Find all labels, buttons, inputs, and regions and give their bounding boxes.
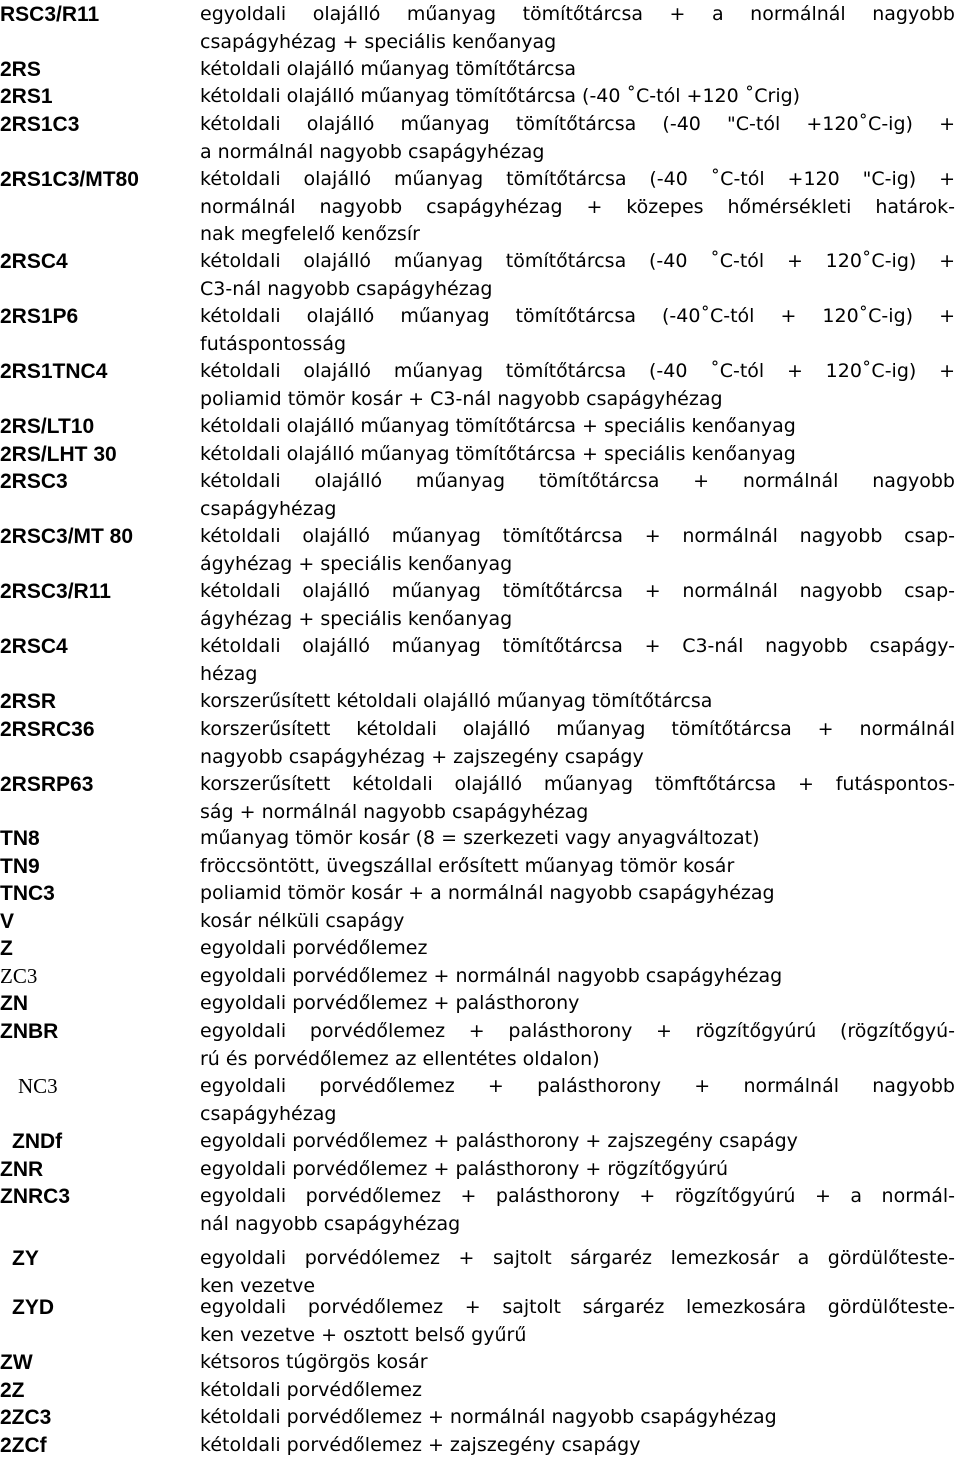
abbreviation-description xyxy=(200,880,955,908)
abbreviation-code: 2RSRC36 xyxy=(0,718,95,741)
abbreviation-code: ZN xyxy=(0,992,28,1015)
abbreviation-code: ZYD xyxy=(12,1296,54,1319)
description-line: csapágyhézag + speciális kenőanyag xyxy=(200,30,557,53)
description-line: kosár nélküli csapágy xyxy=(200,910,405,932)
description-line: poliamid tömör kosár + C3-nál nagyobb csapágyhézag xyxy=(200,387,723,410)
abbreviation-code: Z xyxy=(0,937,13,960)
abbreviation-description xyxy=(200,578,955,633)
abbreviation-description xyxy=(200,358,955,413)
abbreviation-code: 2RSRP63 xyxy=(0,773,94,796)
description-line: fröccsöntött, üvegszállal erősített műanyag tömör kosár xyxy=(200,855,735,877)
abbreviation-code: ZW xyxy=(0,1351,33,1374)
description-line: kétsoros túgörgös kosár xyxy=(200,1351,428,1373)
description-line: kétoldali olajálló műanyag tömítőtárcsa + speciális kenőanyag xyxy=(200,443,796,465)
abbreviation-description xyxy=(200,1073,955,1128)
abbreviation-description xyxy=(200,908,955,936)
abbreviation-description xyxy=(200,1294,955,1349)
description-line: nak megfelelő kenőzsír xyxy=(200,223,420,245)
description-line: kétoldali olajálló műanyag tömítőtárcsa + C3-nál nagyobb csapágy- xyxy=(200,635,955,657)
abbreviation-description xyxy=(200,413,955,441)
description-line: futáspontosság xyxy=(200,332,347,355)
abbreviation-code: ZNBR xyxy=(0,1020,59,1043)
abbreviation-code: ZC3 xyxy=(0,964,38,988)
abbreviation-code: 2RS1 xyxy=(0,85,53,108)
description-line: ság + normálnál nagyobb csapágyhézag xyxy=(200,800,589,823)
abbreviation-code: 2RS1TNC4 xyxy=(0,360,108,383)
abbreviation-code: 2RS1P6 xyxy=(0,305,79,328)
abbreviation-code: 2RS/LT10 xyxy=(0,415,95,438)
description-line: egyoldali porvédólemez + sajtolt sárgaréz lemezkosár a gördülőteste- xyxy=(200,1247,955,1269)
abbreviation-description xyxy=(200,441,955,469)
description-line: műanyag tömör kosár (8 = szerkezeti vagy anyagváltozat) xyxy=(200,827,760,849)
abbreviation-code: NC3 xyxy=(18,1074,58,1098)
abbreviation-code: 2RS1C3/MT80 xyxy=(0,168,139,191)
description-line: kétoldali porvédőlemez xyxy=(200,1379,422,1401)
abbreviation-description xyxy=(200,633,955,688)
description-line: kétoldali olajálló műanyag tömítőtárcsa (-40 ˚C-tól + 120˚C-ig) + xyxy=(200,250,955,272)
abbreviation-description xyxy=(200,963,955,991)
description-line: korszerűsített kétoldali olajálló műanyag tömítőtárcsa + normálnál xyxy=(200,718,955,740)
description-line: egyoldali porvédőlemez + palásthorony + normálnál nagyobb xyxy=(200,1075,955,1097)
abbreviation-code: 2RSC4 xyxy=(0,635,68,658)
abbreviation-description xyxy=(200,1245,955,1300)
abbreviation-code: 2ZC3 xyxy=(0,1406,52,1429)
description-line: kétoldali olajálló műanyag tömítőtárcsa xyxy=(200,58,576,80)
abbreviation-description xyxy=(200,166,955,249)
abbreviation-description xyxy=(200,990,955,1018)
description-line: egyoldali porvédőlemez + normálnál nagyobb csapágyhézag xyxy=(200,965,783,987)
abbreviation-description xyxy=(200,935,955,963)
abbreviation-code: V xyxy=(0,910,15,933)
description-line: kétoldali olajálló műanyag tömítőtárcsa (-40 ˚C-tól +120 "C-ig) + xyxy=(200,168,955,190)
description-line: ágyhézag + speciális kenőanyag xyxy=(200,552,513,575)
description-line: kétoldali olajálló műanyag tömítőtárcsa (-40˚C-tól + 120˚C-ig) + xyxy=(200,305,955,327)
abbreviation-description xyxy=(200,468,955,523)
description-line: egyoldali porvédőlemez + palásthorony + rögzítőgyúrú xyxy=(200,1158,729,1180)
abbreviation-description xyxy=(200,688,955,716)
abbreviation-code: 2RS xyxy=(0,58,41,81)
abbreviation-description xyxy=(200,771,955,826)
abbreviation-description xyxy=(200,716,955,771)
abbreviation-code: TNC3 xyxy=(0,882,55,905)
description-line: hézag xyxy=(200,662,258,685)
abbreviation-code: ZNR xyxy=(0,1158,44,1181)
abbreviation-description xyxy=(200,248,955,303)
abbreviation-code: 2RS1C3 xyxy=(0,113,80,136)
description-line: ken vezetve + osztott belső gyűrű xyxy=(200,1323,527,1346)
abbreviation-description xyxy=(200,853,955,881)
abbreviation-code: ZNDf xyxy=(12,1130,63,1153)
description-line: normálnál nagyobb csapágyhézag + közepes hőmérsékleti határok- xyxy=(200,195,955,218)
abbreviation-description xyxy=(200,56,955,84)
abbreviation-description xyxy=(200,303,955,358)
description-line: egyoldali porvédőlemez xyxy=(200,937,428,959)
abbreviation-description xyxy=(200,825,955,853)
description-line: ágyhézag + speciális kenőanyag xyxy=(200,607,513,630)
abbreviation-code: ZY xyxy=(12,1247,39,1270)
description-line: egyoldali porvédőlemez + palásthorony + zajszegény csapágy xyxy=(200,1130,798,1152)
abbreviation-code: 2RSR xyxy=(0,690,57,713)
abbreviation-code: 2RSC3/R11 xyxy=(0,580,111,603)
description-line: nagyobb csapágyhézag + zajszegény csapágy xyxy=(200,745,644,768)
abbreviation-description xyxy=(200,1183,955,1238)
description-line: poliamid tömör kosár + a normálnál nagyobb csapágyhézag xyxy=(200,882,775,904)
description-line: rú és porvédőlemez az ellentétes oldalon) xyxy=(200,1047,600,1070)
abbreviation-description xyxy=(200,523,955,578)
description-line: a normálnál nagyobb csapágyhézag xyxy=(200,140,545,163)
description-line: egyoldali porvédőlemez + palásthorony + rögzítőgyúrú (rögzítőgyú- xyxy=(200,1020,955,1042)
abbreviation-code: 2RS/LHT 30 xyxy=(0,443,117,466)
abbreviation-description xyxy=(200,1377,955,1405)
abbreviation-description xyxy=(200,1128,955,1156)
abbreviation-description xyxy=(200,1432,955,1460)
abbreviation-code: 2Z xyxy=(0,1379,25,1402)
description-line: kétoldali porvédőlemez + zajszegény csapágy xyxy=(200,1434,641,1456)
description-line: csapágyhézag xyxy=(200,1102,337,1125)
description-line: kétoldali olajálló műanyag tömítőtárcsa (-40 ˚C-tól +120 ˚Crig) xyxy=(200,85,801,107)
description-line: kétoldali olajálló műanyag tömítőtárcsa + normálnál nagyobb csap- xyxy=(200,525,955,547)
description-line: kétoldali olajálló műanyag tömítőtárcsa (-40 ˚C-tól + 120˚C-ig) + xyxy=(200,360,955,382)
abbreviation-description xyxy=(200,1349,955,1377)
description-line: csapágyhézag xyxy=(200,497,337,520)
description-line: kétoldali olajálló műanyag tömítőtárcsa + normálnál nagyobb csap- xyxy=(200,580,955,602)
abbreviation-code: TN9 xyxy=(0,855,40,878)
abbreviation-description xyxy=(200,1,955,56)
description-line: kétoldali porvédőlemez + normálnál nagyobb csapágyhézag xyxy=(200,1406,777,1428)
abbreviation-code: RSC3/R11 xyxy=(0,3,100,26)
description-line: nál nagyobb csapágyhézag xyxy=(200,1212,461,1235)
abbreviation-description xyxy=(200,111,955,166)
abbreviation-code: 2RSC4 xyxy=(0,250,68,273)
description-line: korszerűsített kétoldali olajálló műanyag tömítőtárcsa xyxy=(200,690,713,712)
abbreviation-code: ZNRC3 xyxy=(0,1185,71,1208)
abbreviation-code: 2RSC3/MT 80 xyxy=(0,525,134,548)
abbreviation-code: 2RSC3 xyxy=(0,470,68,493)
description-line: ken vezetve xyxy=(200,1274,316,1297)
description-line: korszerűsített kétoldali olajálló műanyag tömftőtárcsa + futáspontos- xyxy=(200,773,955,795)
description-line: egyoldali porvédőlemez + sajtolt sárgaréz lemezkosára gördülőteste- xyxy=(200,1296,955,1318)
abbreviation-description xyxy=(200,1404,955,1432)
abbreviation-description xyxy=(200,1018,955,1073)
abbreviation-code: 2ZCf xyxy=(0,1434,47,1457)
abbreviation-code: TN8 xyxy=(0,827,40,850)
description-line: kétoldali olajálló műanyag tömítőtárcsa + normálnál nagyobb xyxy=(200,470,955,492)
abbreviation-description xyxy=(200,83,955,111)
description-line: egyoldali porvédőlemez + palásthorony + rögzítőgyúrú + a normál- xyxy=(200,1185,955,1207)
description-line: kétoldali olajálló műanyag tömítőtárcsa (-40 "C-tól +120˚C-ig) + xyxy=(200,113,955,135)
abbreviation-description xyxy=(200,1156,955,1184)
description-line: egyoldali porvédőlemez + palásthorony xyxy=(200,992,580,1014)
description-line: egyoldali olajálló műanyag tömítőtárcsa + a normálnál nagyobb xyxy=(200,3,955,25)
description-line: C3-nál nagyobb csapágyhézag xyxy=(200,277,493,300)
description-line: kétoldali olajálló műanyag tömítőtárcsa + speciális kenőanyag xyxy=(200,415,796,437)
